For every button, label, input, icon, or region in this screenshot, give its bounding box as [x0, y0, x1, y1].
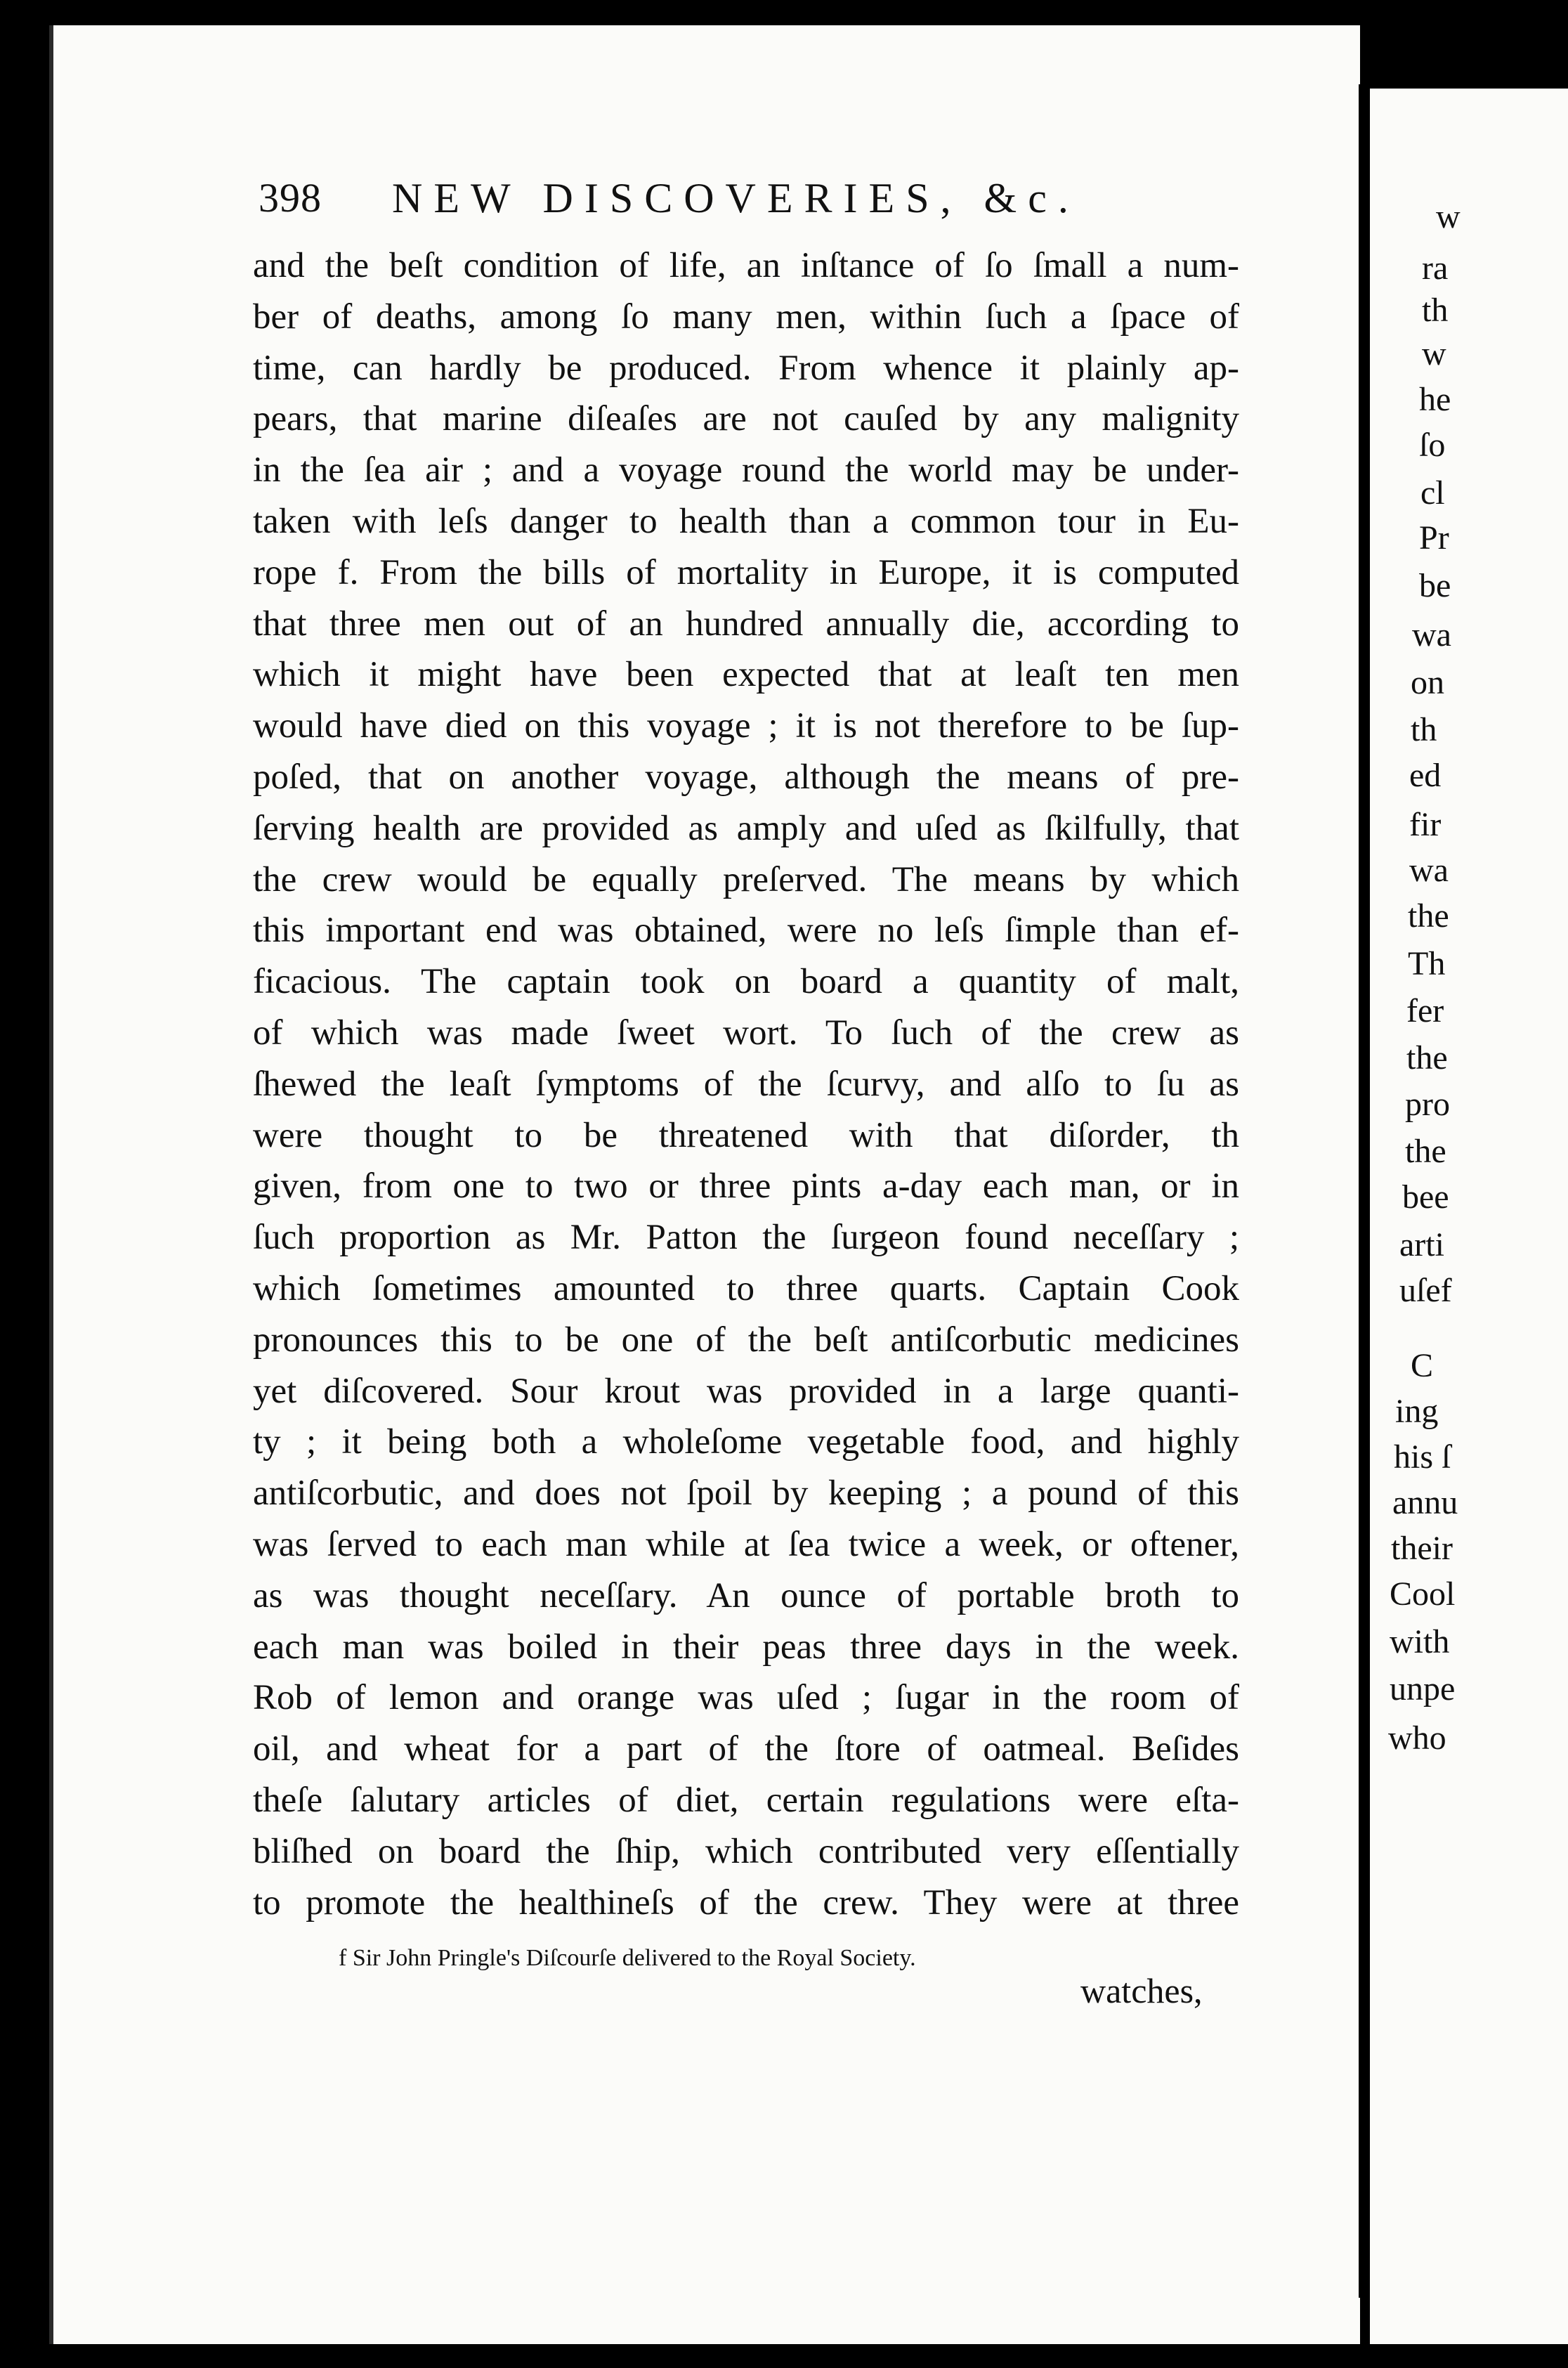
- right-page-fragment: wa: [1412, 616, 1451, 653]
- right-page-fragment: w: [1422, 335, 1446, 372]
- text-line: which ſometimes amounted to three quarts. Captain Cook: [253, 1268, 1239, 1308]
- right-page-fragment: ſo: [1419, 427, 1446, 464]
- body-text: [253, 240, 1239, 1928]
- right-page-fragment: Cool: [1390, 1575, 1456, 1613]
- right-page-fragment: ed: [1409, 757, 1442, 794]
- footnote: f Sir John Pringle's Diſcourſe delivered to the Royal Society.: [339, 1945, 916, 1971]
- right-page-fragment: unpe: [1390, 1670, 1456, 1707]
- right-page-fragment: he: [1419, 381, 1451, 418]
- text-line: of which was made ſweet wort. To ſuch of the crew as: [253, 1013, 1239, 1053]
- text-line: in the ſea air ; and a voyage round the world may be under-: [253, 450, 1239, 490]
- text-line: poſed, that on another voyage, although the means of pre-: [253, 757, 1239, 797]
- right-page-fragment: fer: [1406, 992, 1444, 1029]
- text-line: rope f. From the bills of mortality in Europe, it is computed: [253, 552, 1239, 592]
- text-line: theſe ſalutary articles of diet, certain regulations were eſta-: [253, 1780, 1239, 1820]
- text-line: would have died on this voyage ; it is not therefore to be ſup-: [253, 706, 1239, 746]
- text-line: each man was boiled in their peas three days in the week.: [253, 1627, 1239, 1667]
- right-page-fragment: C: [1411, 1347, 1434, 1384]
- text-line: and the beſt condition of life, an inſtance of ſo ſmall a num-: [253, 246, 1239, 285]
- text-line: ſhewed the leaſt ſymptoms of the ſcurvy, and alſo to ſu as: [253, 1064, 1239, 1104]
- text-line: taken with leſs danger to health than a common tour in Eu-: [253, 501, 1239, 541]
- right-page-fragment: their: [1391, 1530, 1453, 1567]
- right-page-fragment: th: [1411, 711, 1437, 748]
- text-line: ber of deaths, among ſo many men, within ſuch a ſpace of: [253, 297, 1239, 337]
- right-page-fragment: w: [1436, 198, 1461, 235]
- right-page: [1370, 89, 1568, 2344]
- text-line: the crew would be equally preſerved. The means by which: [253, 859, 1239, 899]
- text-line: ty ; it being both a wholeſome vegetable food, and highly: [253, 1422, 1239, 1462]
- right-page-fragment: annu: [1392, 1484, 1458, 1521]
- right-page-fragment: on: [1411, 664, 1444, 701]
- text-line: ſuch proportion as Mr. Patton the ſurgeon found neceſſary ;: [253, 1218, 1239, 1258]
- right-page-fragment: with: [1390, 1623, 1450, 1660]
- text-line: ſerving health are provided as amply and uſed as ſkilfully, that: [253, 808, 1239, 848]
- right-page-fragment: pro: [1405, 1086, 1450, 1123]
- right-page-fragment: his ſ: [1394, 1438, 1451, 1476]
- page-header: [259, 174, 1340, 238]
- page-number: 398: [259, 175, 322, 221]
- right-page-fragment: who: [1388, 1719, 1446, 1757]
- right-page-fragment: the: [1406, 1039, 1448, 1076]
- book-gutter: [1359, 84, 1370, 2298]
- text-line: Rob of lemon and orange was uſed ; ſugar in the room of: [253, 1678, 1239, 1718]
- right-page-fragment: Pr: [1419, 519, 1449, 557]
- text-line: bliſhed on board the ſhip, which contributed very eſſentially: [253, 1831, 1239, 1871]
- text-line: was ſerved to each man while at ſea twice a week, or oftener,: [253, 1524, 1239, 1564]
- text-line: yet diſcovered. Sour krout was provided in a large quanti-: [253, 1371, 1239, 1411]
- text-line: to promote the healthineſs of the crew. They were at three: [253, 1882, 1239, 1923]
- right-page-fragment: Th: [1408, 945, 1446, 982]
- right-page-fragment: arti: [1399, 1226, 1444, 1263]
- right-page-fragment: uſef: [1399, 1272, 1452, 1309]
- text-line: were thought to be threatened with that diſorder, th: [253, 1115, 1239, 1155]
- text-line: pronounces this to be one of the beſt antiſcorbutic medicines: [253, 1320, 1239, 1360]
- right-page-fragment: the: [1408, 897, 1449, 935]
- running-title: NEW DISCOVERIES, &c.: [392, 175, 1080, 221]
- text-line: which it might have been expected that at leaſt ten men: [253, 655, 1239, 695]
- right-page-fragment: the: [1405, 1133, 1446, 1170]
- right-page-fragment: cl: [1420, 474, 1445, 512]
- text-line: given, from one to two or three pints a-day each man, or in: [253, 1166, 1239, 1206]
- right-page-fragment: th: [1422, 292, 1449, 329]
- text-line: oil, and wheat for a part of the ſtore of oatmeal. Beſides: [253, 1729, 1239, 1769]
- right-page-fragment: fir: [1409, 806, 1442, 843]
- text-line: this important end was obtained, were no leſs ſimple than ef-: [253, 911, 1239, 951]
- right-page-fragment: bee: [1402, 1178, 1449, 1216]
- text-line: ficacious. The captain took on board a quantity of malt,: [253, 962, 1239, 1002]
- text-line: as was thought neceſſary. An ounce of portable broth to: [253, 1575, 1239, 1615]
- text-line: pears, that marine diſeaſes are not cauſed by any malignity: [253, 399, 1239, 439]
- catchword: watches,: [1080, 1971, 1203, 2010]
- right-page-fragment: ra: [1422, 249, 1449, 287]
- text-line: that three men out of an hundred annually die, according to: [253, 604, 1239, 644]
- text-line: time, can hardly be produced. From whence it plainly ap-: [253, 348, 1239, 388]
- text-line: antiſcorbutic, and does not ſpoil by keeping ; a pound of this: [253, 1474, 1239, 1514]
- right-page-fragment: be: [1419, 567, 1451, 604]
- right-page-fragment: wa: [1409, 852, 1449, 889]
- right-page-fragment: ing: [1395, 1393, 1439, 1430]
